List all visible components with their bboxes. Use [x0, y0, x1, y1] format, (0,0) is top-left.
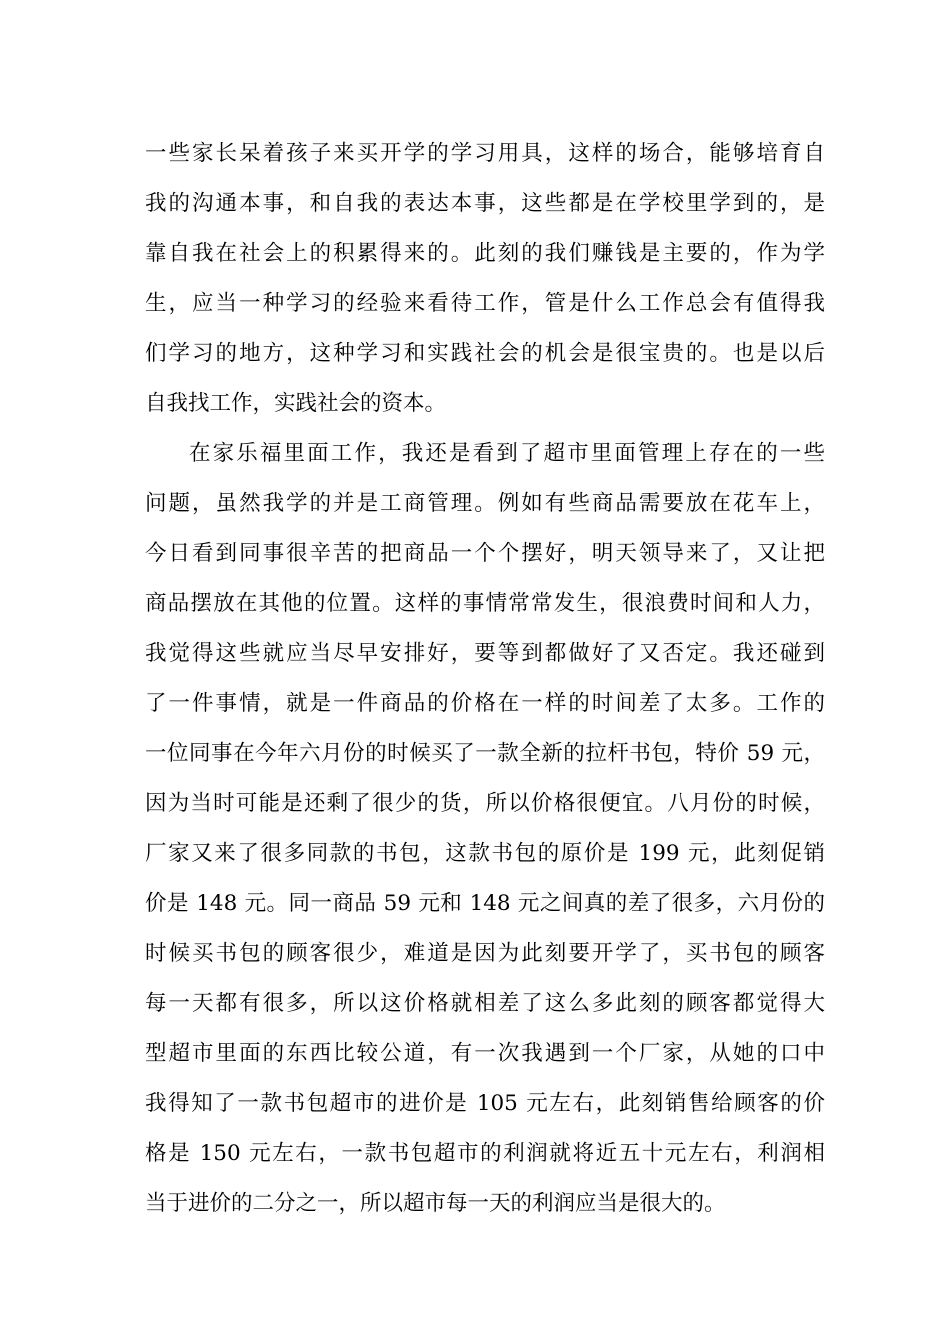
- text-line: 在家乐福里面工作，我还是看到了超市里面管理上存在的一些: [189, 441, 825, 466]
- text-line: 我觉得这些就应当尽早安排好，要等到都做好了又否定。我还碰到: [145, 641, 825, 666]
- text-line: 每一天都有很多，所以这价格就相差了这么多此刻的顾客都觉得大: [145, 991, 825, 1016]
- text-line: 时候买书包的顾客很少，难道是因为此刻要开学了，买书包的顾客: [145, 941, 825, 966]
- body-text: [145, 129, 825, 1229]
- text-line: 格是 150 元左右，一款书包超市的利润就将近五十元左右，利润相: [145, 1141, 825, 1166]
- text-line: 生，应当一种学习的经验来看待工作，管是什么工作总会有值得我: [145, 291, 825, 316]
- text-line: 厂家又来了很多同款的书包，这款书包的原价是 199 元，此刻促销: [145, 841, 825, 866]
- text-line: 问题，虽然我学的并是工商管理。例如有些商品需要放在花车上，: [145, 491, 825, 516]
- text-line: 一位同事在今年六月份的时候买了一款全新的拉杆书包，特价 59 元，: [145, 741, 825, 766]
- text-line: 们学习的地方，这种学习和实践社会的机会是很宝贵的。也是以后: [145, 341, 825, 366]
- text-line: 我得知了一款书包超市的进价是 105 元左右，此刻销售给顾客的价: [145, 1091, 825, 1116]
- text-line: 因为当时可能是还剩了很少的货，所以价格很便宜。八月份的时候，: [145, 791, 825, 816]
- text-line: 我的沟通本事，和自我的表达本事，这些都是在学校里学到的，是: [145, 191, 825, 216]
- text-line: 靠自我在社会上的积累得来的。此刻的我们赚钱是主要的，作为学: [145, 241, 825, 266]
- text-line: 了一件事情，就是一件商品的价格在一样的时间差了太多。工作的: [145, 691, 825, 716]
- text-line: 今日看到同事很辛苦的把商品一个个摆好，明天领导来了，又让把: [145, 541, 825, 566]
- text-line: 型超市里面的东西比较公道，有一次我遇到一个厂家，从她的口中: [145, 1041, 825, 1066]
- text-line: 一些家长呆着孩子来买开学的学习用具，这样的场合，能够培育自: [145, 141, 825, 166]
- text-line: 价是 148 元。同一商品 59 元和 148 元之间真的差了很多，六月份的: [145, 891, 825, 916]
- text-line: 商品摆放在其他的位置。这样的事情常常发生，很浪费时间和人力，: [145, 591, 825, 616]
- text-line: 自我找工作，实践社会的资本。: [145, 391, 447, 416]
- text-line: 当于进价的二分之一，所以超市每一天的利润应当是很大的。: [145, 1191, 726, 1216]
